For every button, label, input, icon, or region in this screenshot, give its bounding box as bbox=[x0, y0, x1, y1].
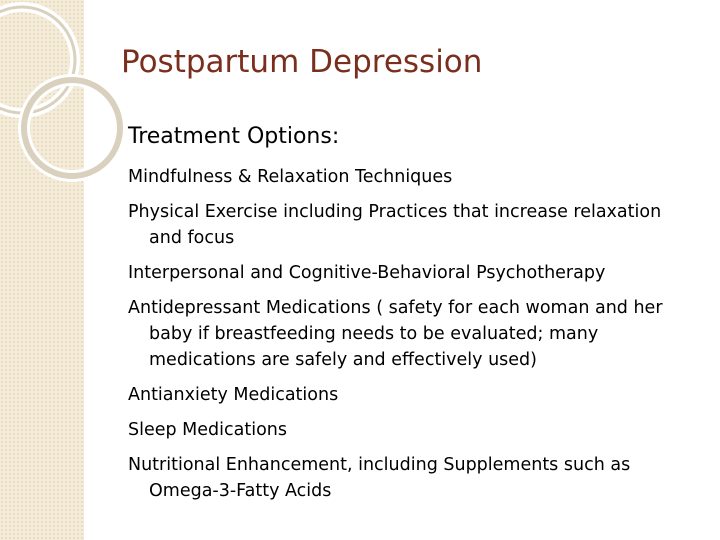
list-item: Mindfulness & Relaxation Techniques bbox=[128, 167, 453, 187]
list-item: Antidepressant Medications ( safety for each woman and her baby if breastfeeding needs to be evaluated; many medications are safely and effectively used) bbox=[128, 298, 663, 370]
slide-title: Postpartum Depression bbox=[121, 44, 483, 80]
section-heading: Treatment Options: bbox=[128, 124, 340, 149]
list-item: Interpersonal and Cognitive-Behavioral Psychotherapy bbox=[128, 263, 606, 283]
slide-body bbox=[128, 122, 698, 513]
list-item: Physical Exercise including Practices that increase relaxation and focus bbox=[128, 202, 662, 248]
list-item: Antianxiety Medications bbox=[128, 385, 339, 405]
decorative-ring-middle-icon bbox=[24, 80, 120, 176]
list-item: Nutritional Enhancement, including Supplements such as Omega-3-Fatty Acids bbox=[128, 455, 631, 501]
list-item: Sleep Medications bbox=[128, 420, 287, 440]
treatment-list bbox=[128, 164, 698, 504]
decorative-rings bbox=[0, 0, 130, 540]
